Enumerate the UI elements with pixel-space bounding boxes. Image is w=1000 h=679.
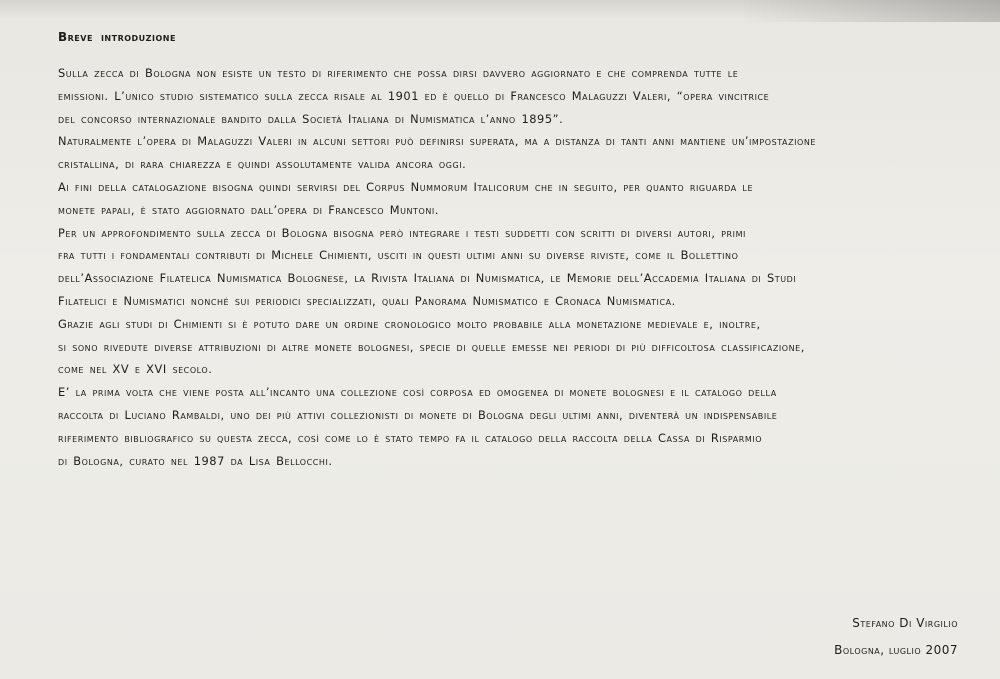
paragraph (58, 176, 964, 222)
text-line: del concorso internazionale bandito dalla Società Italiana di Numismatica l’anno 1895”. (58, 111, 564, 126)
text-line: riferimento bibliografico su questa zecca, così come lo è stato tempo fa il catalogo della raccolta della Cassa di Risparmio (58, 430, 763, 445)
text-line: dell’Associazione Filatelica Numismatica Bolognese, la Rivista Italiana di Numismatica, le Memorie dell’Accademia Italiana di Studi (58, 271, 797, 286)
text-line: Sulla zecca di Bologna non esiste un testo di riferimento che possa dirsi davvero aggiornato e che comprenda tutte le (58, 66, 739, 80)
text-line: Naturalmente l’opera di Malaguzzi Valeri in alcuni settori può definirsi superata, ma a distanza di tanti anni mantiene un’impostazione (58, 134, 816, 149)
paragraph (58, 130, 964, 176)
place-date: Bologna, luglio 2007 (834, 643, 958, 657)
signature-block (834, 610, 958, 664)
text-line: Per un approfondimento sulla zecca di Bologna bisogna però integrare i testi suddetti con scritti di diversi autori, primi (58, 225, 746, 240)
text-line: Grazie agli studi di Chimienti si è potuto dare un ordine cronologico molto probabile alla monetazione medievale e, inoltre, (58, 316, 761, 331)
section-title (58, 30, 176, 44)
text-line: E’ la prima volta che viene posta all’incanto una collezione così corposa ed omogenea di monete bolognesi e il catalogo della (58, 385, 777, 400)
text-line: fra tutti i fondamentali contributi di Michele Chimienti, usciti in questi ultimi anni su diverse riviste, come il Bollettino (58, 248, 739, 263)
introduction-body (58, 62, 964, 472)
author-name: Stefano Di Virgilio (852, 616, 958, 630)
title-word-2: introduzione (100, 30, 176, 44)
text-line: si sono rivedute diverse attribuzioni di altre monete bolognesi, specie di quelle emesse nei periodi di più difficoltosa classificazione, (58, 339, 805, 354)
paragraph (58, 313, 964, 381)
title-word-1: Breve (58, 30, 93, 44)
paragraph (58, 62, 964, 130)
page-shadow (740, 0, 1000, 22)
paragraph (58, 222, 964, 313)
text-line: cristallina, di rara chiarezza e quindi assolutamente valida ancora oggi. (58, 157, 467, 172)
text-line: Filatelici e Numismatici nonché sui periodici specializzati, quali Panorama Numismatico e Cronaca Numismatica. (58, 293, 676, 308)
text-line: monete papali, è stato aggiornato dall’opera di Francesco Muntoni. (58, 202, 439, 217)
text-line: emissioni. L’unico studio sistematico sulla zecca risale al 1901 ed è quello di Francesco Malaguzzi Valeri, “opera vincitrice (58, 88, 770, 103)
text-line: Ai fini della catalogazione bisogna quindi servirsi del Corpus Nummorum Italicorum che in seguito, per quanto riguarda le (58, 179, 754, 194)
paragraph (58, 381, 964, 472)
text-line: di Bologna, curato nel 1987 da Lisa Bellocchi. (58, 453, 333, 468)
text-line: come nel XV e XVI secolo. (58, 362, 213, 377)
text-line: raccolta di Luciano Rambaldi, uno dei più attivi collezionisti di monete di Bologna degli ultimi anni, diventerà un indispensabile (58, 407, 778, 422)
